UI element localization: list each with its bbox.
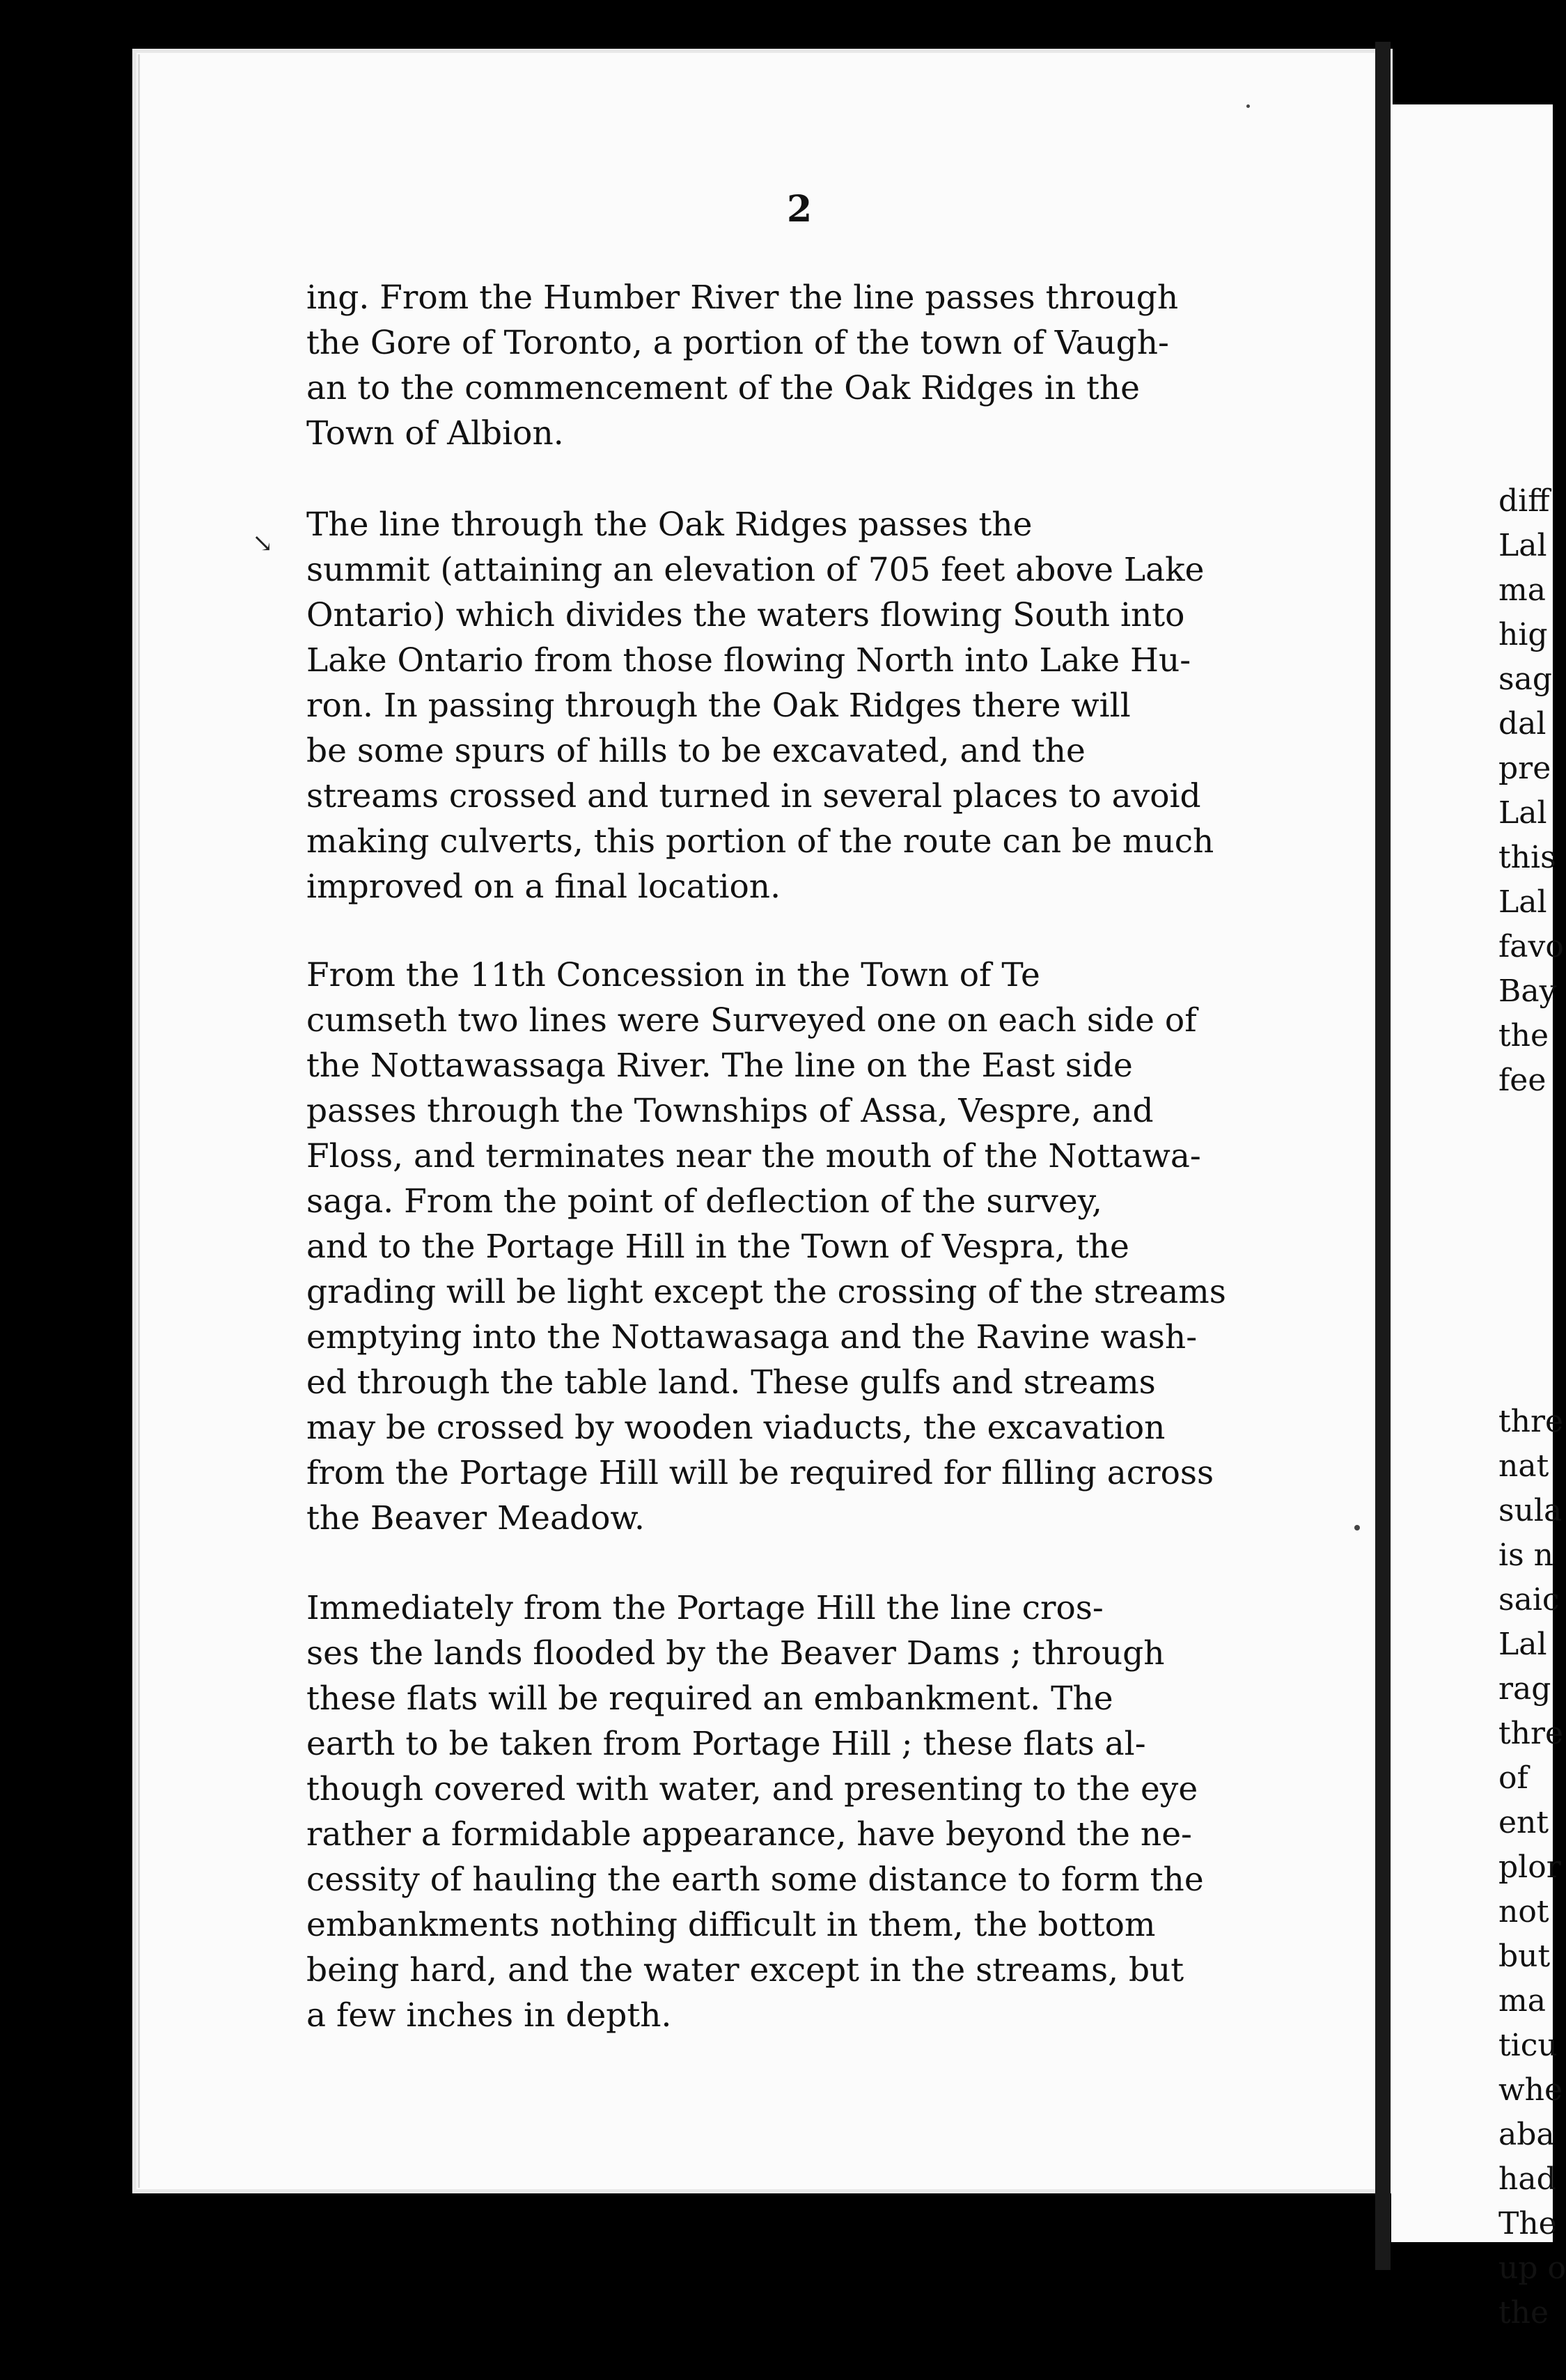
facing-page-line: this	[1498, 840, 1556, 875]
facing-page-line: pre	[1498, 751, 1551, 786]
facing-page-line: Lal	[1498, 795, 1547, 831]
facing-page-line: the	[1498, 1018, 1549, 1054]
facing-page-line: the	[1498, 2295, 1549, 2331]
facing-page-line: fee	[1498, 1063, 1547, 1098]
facing-page-line: saic	[1498, 1582, 1560, 1618]
facing-page-line: had	[1498, 2161, 1556, 2197]
facing-page-line: up o	[1498, 2250, 1566, 2286]
facing-page-line: ma	[1498, 1983, 1546, 2019]
margin-mark: ↘	[252, 529, 274, 558]
facing-page-line: Bay	[1498, 973, 1557, 1009]
book-gutter	[1375, 42, 1391, 2270]
facing-page-line: aba	[1498, 2117, 1555, 2152]
facing-page-line: plor	[1498, 1849, 1561, 1885]
facing-page-line: favo	[1498, 929, 1564, 964]
facing-page-line: Lal	[1498, 884, 1547, 920]
facing-page-line: diff	[1498, 483, 1550, 519]
facing-page-line: ent	[1498, 1805, 1549, 1840]
facing-page-line: rag	[1498, 1671, 1551, 1707]
paragraph: From the 11th Concession in the Town of Te cumseth two lines were Surveyed one on each side of the Nottawassaga River. The line on the East side passes through the Townships of Assa, Vespre, and Floss, and terminates near the mouth of the Nottawa- saga. From the point of deflection of the survey, and to the Portage Hill in the Town of Vespra, the grading will be light except the crossing of the streams emptying into the Nottawasaga and the Ravine wash- ed through the table land. These gulfs and streams may be crossed by wooden viaducts, the excavation from the Portage Hill will be required for filling across the Beaver Meadow.	[306, 956, 1226, 1537]
facing-page-line: but	[1498, 1939, 1551, 1974]
paragraph: ing. From the Humber River the line passes through the Gore of Toronto, a portion of the town of Vaugh- an to the commencement of the Oak Ridges in the Town of Albion.	[306, 279, 1179, 453]
facing-page-line: nat	[1498, 1448, 1549, 1484]
facing-page-line: thre	[1498, 1716, 1564, 1751]
facing-page-line: thre	[1498, 1404, 1564, 1439]
paragraph: Immediately from the Portage Hill the line cros- ses the lands flooded by the Beaver Dams ; through these flats will be required an embankment. The earth to be taken from Portage Hill ; these flats al- though covered with water, and presenting to the eye rather a formidable appearance, have beyond the ne- cessity of hauling the earth some distance to form the embankments nothing difficult in them, the bottom being hard, and the water except in the streams, but a few inches in depth.	[306, 1589, 1204, 2035]
facing-page-line: ma	[1498, 572, 1546, 608]
speck	[1246, 104, 1250, 108]
facing-page-line: Lal	[1498, 528, 1547, 563]
facing-page-line: of	[1498, 1760, 1528, 1796]
facing-page-line: whe	[1498, 2072, 1563, 2108]
facing-page-text	[1498, 390, 1566, 2380]
facing-page-line: Lal	[1498, 1627, 1547, 1662]
facing-page-line: ticu	[1498, 2028, 1558, 2063]
facing-page-line: is n	[1498, 1537, 1553, 1573]
body-text	[306, 275, 1365, 2038]
facing-page-line: hig	[1498, 617, 1548, 652]
speck	[1354, 1525, 1360, 1530]
facing-page-fragments-top	[1498, 479, 1566, 1103]
facing-page-line: dal	[1498, 706, 1547, 742]
facing-page-line: The	[1498, 2206, 1557, 2241]
facing-page-fragments-bottom	[1498, 1400, 1566, 2335]
facing-page-line: sag	[1498, 661, 1552, 697]
facing-page-line: sula	[1498, 1493, 1563, 1528]
page-number: 2	[787, 188, 813, 230]
facing-page-line: not	[1498, 1894, 1549, 1929]
paragraph: The line through the Oak Ridges passes the summit (attaining an elevation of 705 feet above Lake Ontario) which divides the waters flowing South into Lake Ontario from those flowing North into Lake Hu- ron. In passing through the Oak Ridges there will be some spurs of hills to be excavated, and the streams crossed and turned in several places to avoid making culverts, this portion of the route can be much improved on a final location.	[306, 506, 1214, 906]
